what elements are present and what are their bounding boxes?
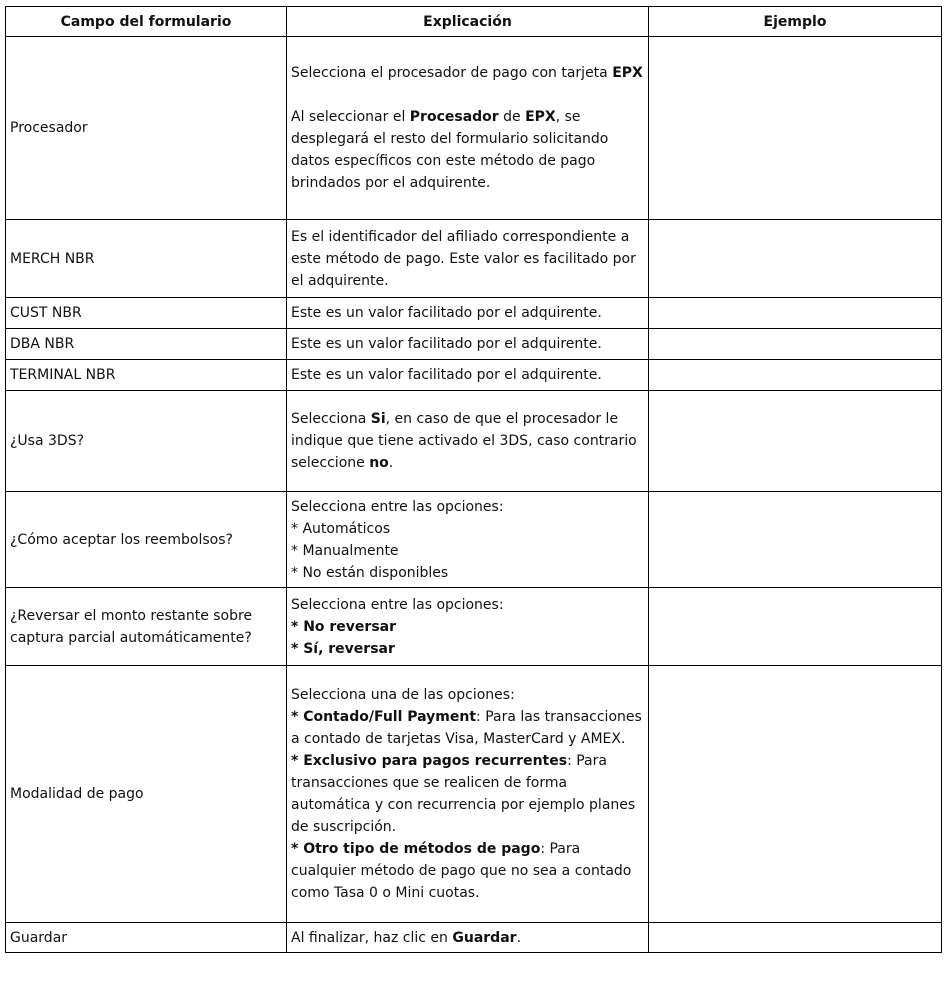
field-cell: Modalidad de pago <box>6 666 287 923</box>
options-intro: Selecciona entre las opciones: <box>291 498 504 515</box>
explanation-cell: Es el identificador del afiliado correspondiente a este método de pago. Este valor es facilitado por el adquirente. <box>287 220 649 298</box>
table-row <box>6 923 942 953</box>
explanation-cell: Este es un valor facilitado por el adquirente. <box>287 298 649 329</box>
header-example: Ejemplo <box>649 7 942 37</box>
field-cell: MERCH NBR <box>6 220 287 298</box>
option-item <box>291 838 644 904</box>
option-item <box>291 750 644 838</box>
option-description: : Para las transacciones a contado de tarjetas Visa, MasterCard y AMEX. <box>291 709 642 747</box>
explanation-cell <box>287 588 649 666</box>
explanation-text: Selecciona el procesador de pago con tarjeta <box>291 65 613 81</box>
option-item: * Automáticos <box>291 520 391 537</box>
explanation-text: Al seleccionar el <box>291 109 410 125</box>
options-intro: Selecciona una de las opciones: <box>291 687 515 703</box>
explanation-bold: EPX <box>612 65 643 81</box>
example-cell <box>649 588 942 666</box>
explanation-cell <box>287 923 649 953</box>
field-cell: TERMINAL NBR <box>6 360 287 391</box>
example-cell <box>649 391 942 492</box>
example-cell <box>649 923 942 953</box>
example-cell <box>649 360 942 391</box>
option-item: * No están disponibles <box>291 564 449 581</box>
option-item: * Manualmente <box>291 542 399 559</box>
explanation-text: , en caso de que el procesador le indique que tiene activado el 3DS, caso contrario seleccione <box>291 411 637 471</box>
explanation-bold: no <box>369 455 389 471</box>
explanation-cell: Este es un valor facilitado por el adquirente. <box>287 329 649 360</box>
table-row <box>6 360 942 391</box>
table-row <box>6 329 942 360</box>
form-fields-table <box>5 6 942 953</box>
table-header-row <box>6 7 942 37</box>
explanation-text: . <box>516 929 522 946</box>
explanation-text: Al finalizar, haz clic en <box>291 929 453 946</box>
option-title: * Otro tipo de métodos de pago <box>291 841 541 857</box>
table-row <box>6 220 942 298</box>
example-cell <box>649 220 942 298</box>
explanation-cell <box>287 391 649 492</box>
explanation-cell <box>287 492 649 588</box>
table-row <box>6 298 942 329</box>
table-row <box>6 492 942 588</box>
explanation-bold: Guardar <box>452 929 517 946</box>
example-cell <box>649 37 942 220</box>
field-cell: ¿Reversar el monto restante sobre captura parcial automáticamente? <box>6 588 287 666</box>
field-cell: CUST NBR <box>6 298 287 329</box>
field-cell: Procesador <box>6 37 287 220</box>
option-description: : Para cualquier método de pago que no sea a contado como Tasa 0 o Mini cuotas. <box>291 841 632 901</box>
explanation-cell <box>287 666 649 923</box>
explanation-text: , se desplegará el resto del formulario solicitando datos específicos con este método de pago brindados por el adquirente. <box>291 109 609 191</box>
option-title: * Contado/Full Payment <box>291 709 477 725</box>
explanation-cell <box>287 37 649 220</box>
field-cell: ¿Usa 3DS? <box>6 391 287 492</box>
example-cell <box>649 666 942 923</box>
explanation-text: Selecciona <box>291 411 371 427</box>
table-row <box>6 666 942 923</box>
explanation-cell: Este es un valor facilitado por el adquirente. <box>287 360 649 391</box>
field-cell: DBA NBR <box>6 329 287 360</box>
header-field: Campo del formulario <box>6 7 287 37</box>
explanation-text: . <box>388 455 394 471</box>
example-cell <box>649 492 942 588</box>
example-cell <box>649 329 942 360</box>
paragraph-gap <box>291 84 644 106</box>
option-item: * Sí, reversar <box>291 640 395 657</box>
field-cell: ¿Cómo aceptar los reembolsos? <box>6 492 287 588</box>
table-row <box>6 391 942 492</box>
option-description: : Para transacciones que se realicen de forma automática y con recurrencia por ejemplo planes de suscripción. <box>291 753 636 835</box>
field-cell: Guardar <box>6 923 287 953</box>
options-intro: Selecciona entre las opciones: <box>291 596 504 613</box>
option-item <box>291 706 644 750</box>
explanation-bold: EPX <box>525 109 556 125</box>
header-explanation: Explicación <box>287 7 649 37</box>
explanation-bold: Si <box>370 411 386 427</box>
table-row <box>6 588 942 666</box>
option-title: * Exclusivo para pagos recurrentes <box>291 753 568 769</box>
explanation-bold: Procesador <box>409 109 499 125</box>
explanation-text: de <box>498 109 526 125</box>
example-cell <box>649 298 942 329</box>
table-row <box>6 37 942 220</box>
option-item: * No reversar <box>291 618 397 635</box>
